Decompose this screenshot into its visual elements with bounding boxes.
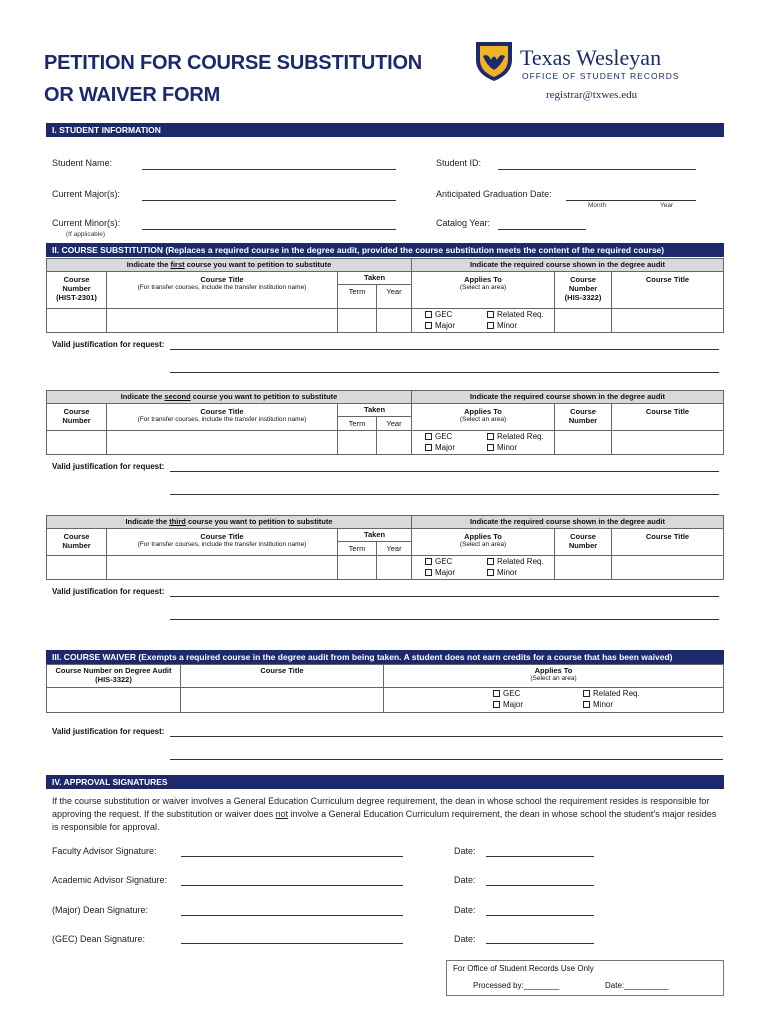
block-1-year-header: Year: [376, 284, 412, 309]
block-2-justification-line-1[interactable]: [170, 471, 719, 472]
block-2-year-header: Year: [376, 416, 412, 431]
major-dean-date-field[interactable]: [486, 915, 594, 916]
catalog-year-label: Catalog Year:: [436, 218, 491, 228]
block-1-course-number-cell[interactable]: [46, 308, 107, 333]
block-1-justification-line-1[interactable]: [170, 349, 719, 350]
block-3-gec-checkbox[interactable]: GEC: [425, 557, 452, 566]
block-3-year-cell[interactable]: [376, 555, 412, 580]
student-name-label: Student Name:: [52, 158, 113, 168]
office-date-field[interactable]: Date:__________: [605, 981, 669, 990]
academic-date-field[interactable]: [486, 885, 594, 886]
block-1-req-number-cell[interactable]: [554, 308, 612, 333]
block-2-course-number-header: Course Number: [46, 403, 107, 431]
block-2-right-header: Indicate the required course shown in the degree audit: [411, 390, 724, 404]
block-3-term-header: Term: [337, 541, 377, 556]
current-minor-field[interactable]: [142, 229, 396, 230]
year-caption: Year: [660, 202, 674, 209]
block-3-req-title-cell[interactable]: [611, 555, 724, 580]
waiver-applies-cell: [383, 687, 724, 713]
block-3-minor-checkbox[interactable]: Minor: [487, 568, 517, 577]
block-2-left-header: Indicate the second course you want to petition to substitute: [46, 390, 412, 404]
faculty-advisor-signature-field[interactable]: [181, 856, 403, 857]
waiver-justification-line-2[interactable]: [170, 759, 723, 760]
graduation-date-field[interactable]: [566, 200, 696, 201]
major-dean-date-label: Date:: [454, 905, 476, 915]
block-3-course-number-header: Course Number: [46, 528, 107, 556]
waiver-number-header: Course Number on Degree Audit (HIS-3322): [46, 664, 181, 688]
waiver-number-cell[interactable]: [46, 687, 181, 713]
block-2-justification-line-2[interactable]: [170, 494, 719, 495]
block-3-related-checkbox[interactable]: Related Req.: [487, 557, 544, 566]
block-3-justification-line-2[interactable]: [170, 619, 719, 620]
academic-date-label: Date:: [454, 875, 476, 885]
catalog-year-field[interactable]: [498, 229, 586, 230]
faculty-date-label: Date:: [454, 846, 476, 856]
block-3-right-header: Indicate the required course shown in the degree audit: [411, 515, 724, 529]
block-2-major-checkbox[interactable]: Major: [425, 443, 455, 452]
block-3-course-title-cell[interactable]: [106, 555, 338, 580]
waiver-justification-label: Valid justification for request:: [52, 727, 165, 736]
processed-by-field[interactable]: Processed by:________: [473, 981, 560, 990]
block-2-req-title-cell[interactable]: [611, 430, 724, 455]
major-dean-label: (Major) Dean Signature:: [52, 905, 149, 915]
if-applicable-note: (If applicable): [66, 231, 106, 238]
waiver-gec-checkbox[interactable]: GEC: [493, 689, 520, 698]
student-name-field[interactable]: [142, 169, 396, 170]
block-1-course-title-header: Course Title (For transfer courses, include the transfer institution name): [106, 271, 338, 309]
block-2-taken-header: Taken: [337, 403, 412, 417]
block-2-course-title-cell[interactable]: [106, 430, 338, 455]
waiver-title-cell[interactable]: [180, 687, 384, 713]
academic-advisor-signature-field[interactable]: [181, 885, 403, 886]
graduation-date-label: Anticipated Graduation Date:: [436, 189, 552, 199]
block-2-req-number-header: Course Number: [554, 403, 612, 431]
block-1-justification-label: Valid justification for request:: [52, 340, 165, 349]
waiver-applies-header: Applies To (Select an area): [383, 664, 724, 688]
block-2-minor-checkbox[interactable]: Minor: [487, 443, 517, 452]
current-major-field[interactable]: [142, 200, 396, 201]
gec-dean-label: (GEC) Dean Signature:: [52, 934, 146, 944]
block-1-applies-header: Applies To (Select an area): [411, 271, 555, 309]
waiver-title-header: Course Title: [180, 664, 384, 688]
block-2-year-cell[interactable]: [376, 430, 412, 455]
current-minor-label: Current Minor(s):: [52, 218, 121, 228]
office-use-title: For Office of Student Records Use Only: [453, 964, 594, 973]
block-2-applies-header: Applies To (Select an area): [411, 403, 555, 431]
approval-instructions: If the course substitution or waiver involves a General Education Curriculum degree requirement, the dean in whose school the requirement resides is responsible for approving the request. If the substitution or waiver does not involve a General Education Curriculum requirement, the dean in whose school the student’s major resides is responsible for approval.: [52, 796, 717, 832]
block-3-justification-label: Valid justification for request:: [52, 587, 165, 596]
logo-subtitle: OFFICE OF STUDENT RECORDS: [522, 71, 680, 81]
page-title: PETITION FOR COURSE SUBSTITUTION: [44, 52, 423, 74]
block-3-course-title-header: Course Title (For transfer courses, include the transfer institution name): [106, 528, 338, 556]
block-3-year-header: Year: [376, 541, 412, 556]
block-2-term-cell[interactable]: [337, 430, 377, 455]
major-dean-signature-field[interactable]: [181, 915, 403, 916]
block-3-term-cell[interactable]: [337, 555, 377, 580]
block-2-related-checkbox[interactable]: Related Req.: [487, 432, 544, 441]
block-1-left-header: Indicate the first course you want to petition to substitute: [46, 258, 412, 272]
waiver-justification-line-1[interactable]: [170, 736, 723, 737]
block-3-taken-header: Taken: [337, 528, 412, 542]
block-1-related-checkbox[interactable]: Related Req.: [487, 310, 544, 319]
block-1-course-number-header: Course Number (HIST-2301): [46, 271, 107, 309]
block-3-req-number-header: Course Number: [554, 528, 612, 556]
block-3-justification-line-1[interactable]: [170, 596, 719, 597]
current-major-label: Current Major(s):: [52, 189, 121, 199]
block-3-left-header: Indicate the third course you want to petition to substitute: [46, 515, 412, 529]
block-1-justification-line-2[interactable]: [170, 372, 719, 373]
block-1-minor-checkbox[interactable]: Minor: [487, 321, 517, 330]
block-2-justification-label: Valid justification for request:: [52, 462, 165, 471]
block-1-course-title-cell[interactable]: [106, 308, 338, 333]
waiver-bar: III. COURSE WAIVER (Exempts a required course in the degree audit from being taken. A student does not earn credits for a course that has been waived): [46, 650, 724, 664]
block-1-req-number-header: Course Number (HIS-3322): [554, 271, 612, 309]
block-1-term-header: Term: [337, 284, 377, 309]
logo-name: Texas Wesleyan: [520, 45, 662, 70]
block-2-gec-checkbox[interactable]: GEC: [425, 432, 452, 441]
student-info-bar: I. STUDENT INFORMATION: [46, 123, 724, 137]
block-2-term-header: Term: [337, 416, 377, 431]
waiver-major-checkbox[interactable]: Major: [493, 700, 523, 709]
block-2-course-title-header: Course Title (For transfer courses, include the transfer institution name): [106, 403, 338, 431]
month-caption: Month: [588, 202, 607, 209]
block-2-req-number-cell[interactable]: [554, 430, 612, 455]
block-3-course-number-cell[interactable]: [46, 555, 107, 580]
waiver-minor-checkbox[interactable]: Minor: [583, 700, 613, 709]
waiver-related-checkbox[interactable]: Related Req.: [583, 689, 640, 698]
block-3-applies-header: Applies To (Select an area): [411, 528, 555, 556]
gec-dean-date-label: Date:: [454, 934, 476, 944]
shield-logo-icon: [474, 40, 514, 82]
block-3-major-checkbox[interactable]: Major: [425, 568, 455, 577]
block-1-year-cell[interactable]: [376, 308, 412, 333]
substitution-bar: II. COURSE SUBSTITUTION (Replaces a required course in the degree audit, provided the course substitution meets the content of the required course): [46, 243, 724, 257]
student-id-label: Student ID:: [436, 158, 482, 168]
block-1-right-header: Indicate the required course shown in the degree audit: [411, 258, 724, 272]
gec-dean-date-field[interactable]: [486, 943, 594, 944]
block-1-major-checkbox[interactable]: Major: [425, 321, 455, 330]
faculty-advisor-label: Faculty Advisor Signature:: [52, 846, 157, 856]
block-3-req-number-cell[interactable]: [554, 555, 612, 580]
registrar-email[interactable]: registrar@txwes.edu: [546, 89, 638, 101]
block-3-req-title-header: Course Title: [611, 528, 724, 556]
block-2-req-title-header: Course Title: [611, 403, 724, 431]
block-2-course-number-cell[interactable]: [46, 430, 107, 455]
academic-advisor-label: Academic Advisor Signature:: [52, 875, 168, 885]
page-title-line2: OR WAIVER FORM: [44, 84, 221, 106]
approval-bar: IV. APPROVAL SIGNATURES: [46, 775, 724, 789]
block-1-term-cell[interactable]: [337, 308, 377, 333]
office-use-box: [446, 960, 724, 996]
block-1-req-title-cell[interactable]: [611, 308, 724, 333]
faculty-date-field[interactable]: [486, 856, 594, 857]
gec-dean-signature-field[interactable]: [181, 943, 403, 944]
block-1-taken-header: Taken: [337, 271, 412, 285]
block-1-req-title-header: Course Title: [611, 271, 724, 309]
student-id-field[interactable]: [498, 169, 696, 170]
block-1-gec-checkbox[interactable]: GEC: [425, 310, 452, 319]
